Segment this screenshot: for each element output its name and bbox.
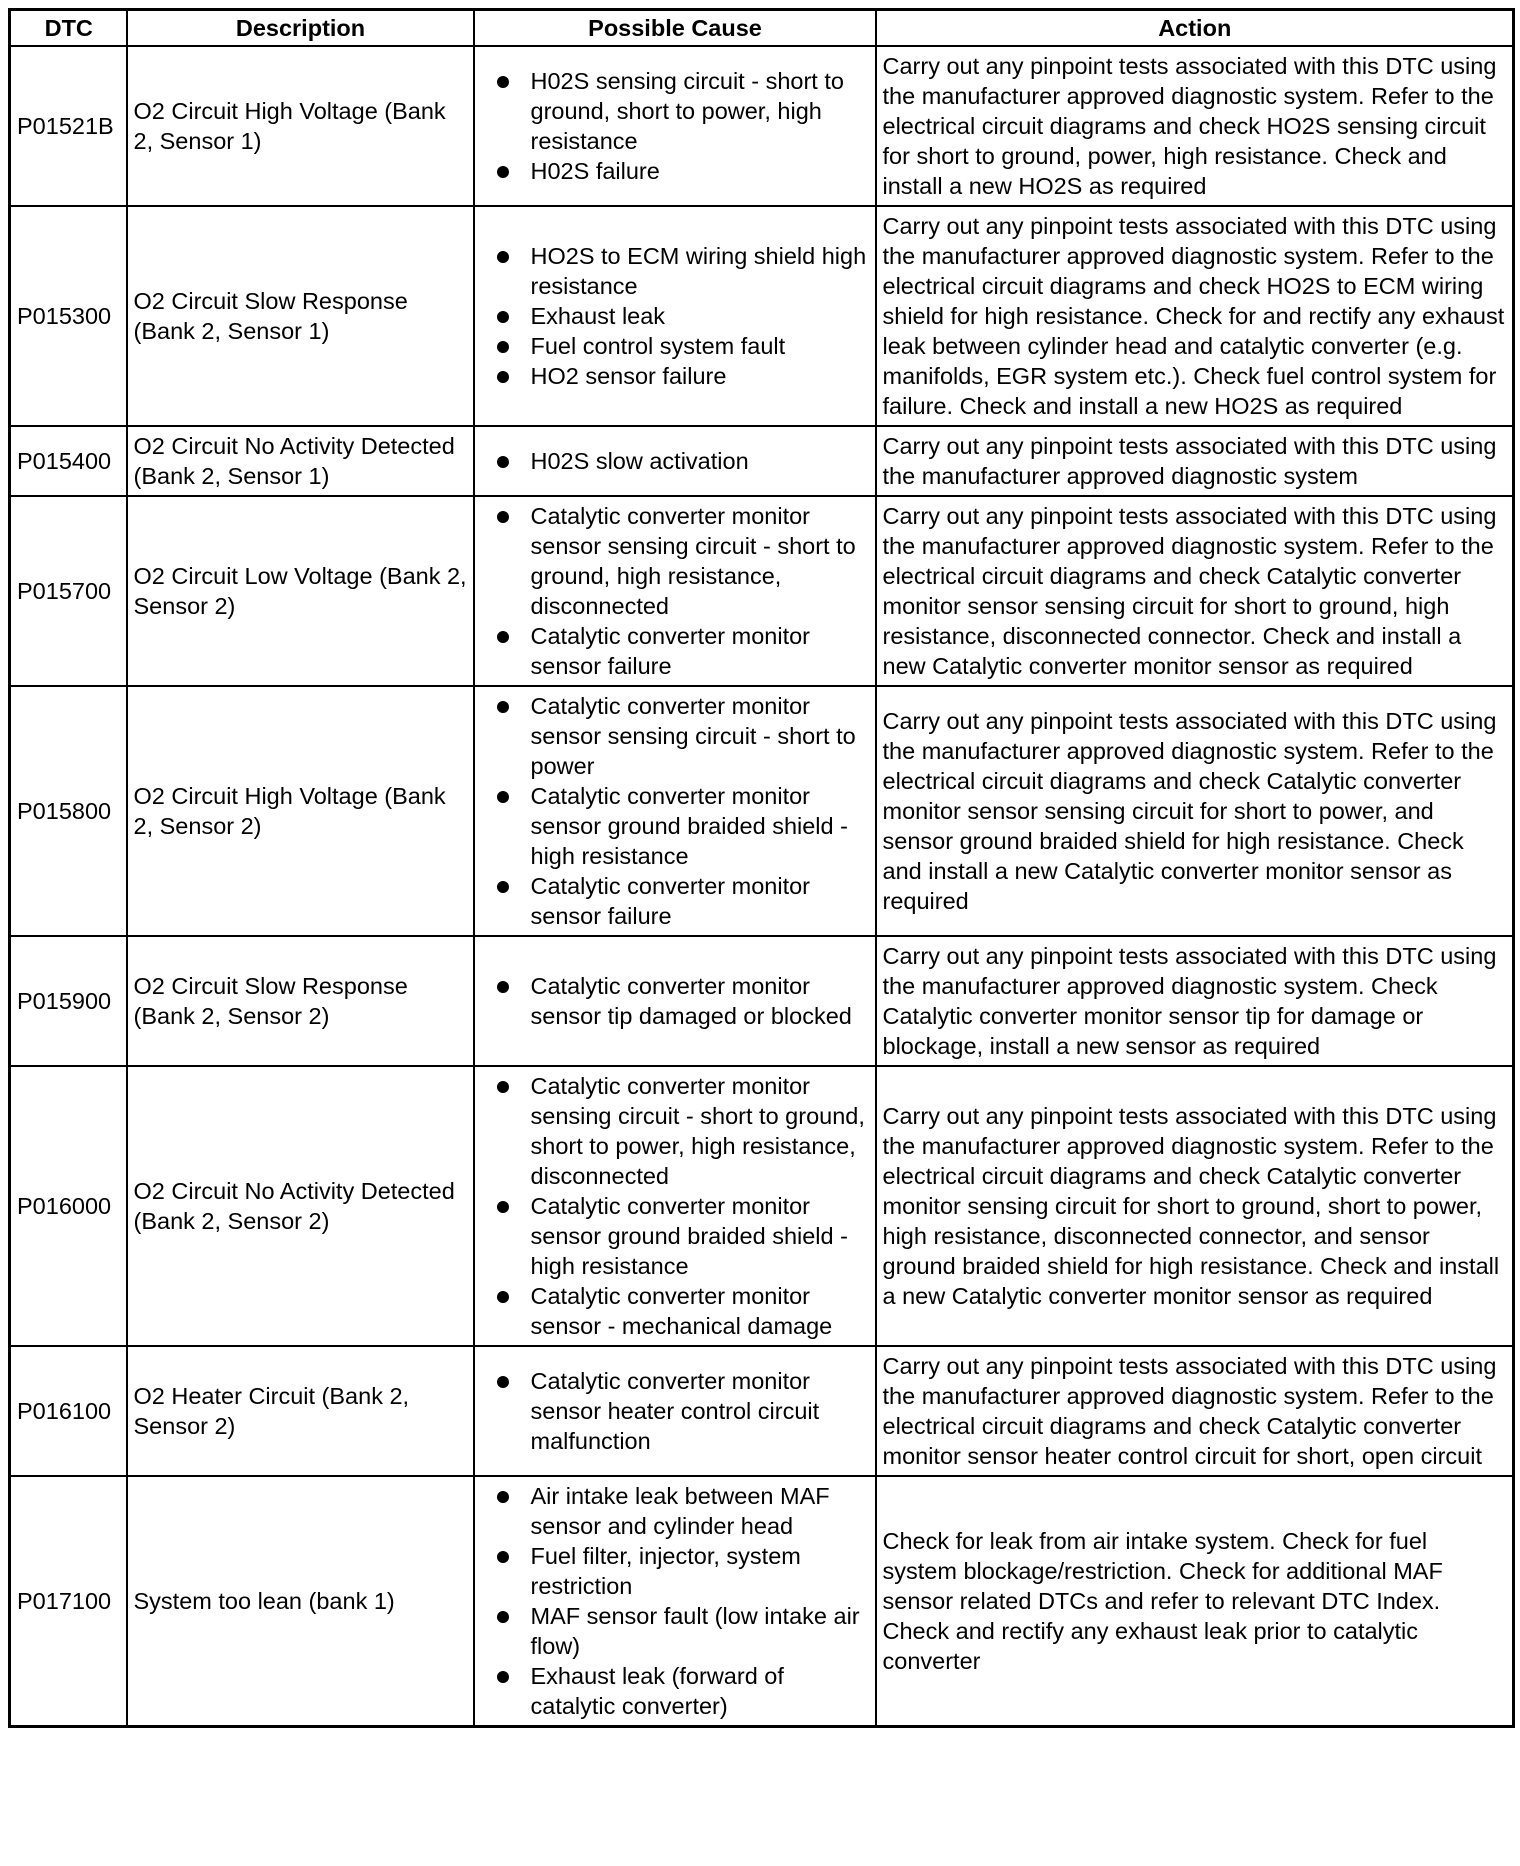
dtc-code: P015900 [10,936,127,1066]
dtc-code: P015800 [10,686,127,936]
action-text: Check for leak from air intake system. Check for fuel system blockage/restriction. Check for additional MAF sensor related DTCs and refer to relevant DTC Index. Check and rectify any exhaust leak prior to catalytic converter [876,1476,1514,1727]
cause-list [481,446,870,476]
table-row [10,1476,1514,1727]
cause-list [481,241,870,391]
cause-list-item: Catalytic converter monitor sensor sensing circuit - short to power [481,691,870,781]
cause-list-item: Catalytic converter monitor sensor failure [481,871,870,931]
cause-list-item: HO2 sensor failure [481,361,870,391]
cause-list-item: H02S slow activation [481,446,870,476]
cause-list-item: Catalytic converter monitor sensor sensing circuit - short to ground, high resistance, disconnected [481,501,870,621]
dtc-description: O2 Circuit No Activity Detected (Bank 2, Sensor 1) [127,426,474,496]
cause-list-item: HO2S to ECM wiring shield high resistance [481,241,870,301]
cause-list-item: Exhaust leak [481,301,870,331]
cause-list [481,691,870,931]
action-text: Carry out any pinpoint tests associated with this DTC using the manufacturer approved diagnostic system [876,426,1514,496]
dtc-description: System too lean (bank 1) [127,1476,474,1727]
dtc-code: P016100 [10,1346,127,1476]
table-row [10,426,1514,496]
cause-list-item: H02S failure [481,156,870,186]
action-text: Carry out any pinpoint tests associated with this DTC using the manufacturer approved diagnostic system. Refer to the electrical circuit diagrams and check HO2S sensing circuit for short to ground, power, high resistance. Check and install a new HO2S as required [876,46,1514,206]
dtc-code: P01521B [10,46,127,206]
possible-cause-cell [474,46,876,206]
action-text: Carry out any pinpoint tests associated with this DTC using the manufacturer approved diagnostic system. Refer to the electrical circuit diagrams and check Catalytic converter monitor sensor sensing circuit for short to ground, high resistance, disconnected connector. Check and install a new Catalytic converter monitor sensor as required [876,496,1514,686]
table-row [10,1066,1514,1346]
cause-list-item: Catalytic converter monitor sensing circuit - short to ground, short to power, high resistance, disconnected [481,1071,870,1191]
possible-cause-cell [474,496,876,686]
dtc-code: P015700 [10,496,127,686]
cause-list-item: Exhaust leak (forward of catalytic converter) [481,1661,870,1721]
cause-list-item: Catalytic converter monitor sensor ground braided shield - high resistance [481,781,870,871]
cause-list-item: MAF sensor fault (low intake air flow) [481,1601,870,1661]
possible-cause-cell [474,426,876,496]
cause-list-item: Catalytic converter monitor sensor ground braided shield - high resistance [481,1191,870,1281]
cause-list-item: Catalytic converter monitor sensor - mechanical damage [481,1281,870,1341]
dtc-description: O2 Circuit High Voltage (Bank 2, Sensor 1) [127,46,474,206]
cause-list-item: H02S sensing circuit - short to ground, short to power, high resistance [481,66,870,156]
possible-cause-cell [474,206,876,426]
header-description: Description [127,10,474,47]
dtc-code: P016000 [10,1066,127,1346]
dtc-code: P015400 [10,426,127,496]
action-text: Carry out any pinpoint tests associated with this DTC using the manufacturer approved diagnostic system. Refer to the electrical circuit diagrams and check Catalytic converter monitor sensing circuit for short to ground, short to power, high resistance, disconnected connector, and sensor ground braided shield for high resistance. Check and install a new Catalytic converter monitor sensor as required [876,1066,1514,1346]
cause-list [481,1481,870,1721]
cause-list-item: Fuel filter, injector, system restriction [481,1541,870,1601]
action-text: Carry out any pinpoint tests associated with this DTC using the manufacturer approved diagnostic system. Refer to the electrical circuit diagrams and check Catalytic converter monitor sensor sensing circuit for short to power, and sensor ground braided shield for high resistance. Check and install a new Catalytic converter monitor sensor as required [876,686,1514,936]
cause-list [481,501,870,681]
header-action: Action [876,10,1514,47]
table-row [10,686,1514,936]
dtc-description: O2 Heater Circuit (Bank 2, Sensor 2) [127,1346,474,1476]
dtc-table [8,8,1515,1728]
cause-list-item: Fuel control system fault [481,331,870,361]
cause-list [481,1366,870,1456]
table-row [10,206,1514,426]
possible-cause-cell [474,1476,876,1727]
dtc-code: P017100 [10,1476,127,1727]
header-dtc: DTC [10,10,127,47]
table-row [10,496,1514,686]
possible-cause-cell [474,936,876,1066]
dtc-description: O2 Circuit No Activity Detected (Bank 2, Sensor 2) [127,1066,474,1346]
action-text: Carry out any pinpoint tests associated with this DTC using the manufacturer approved diagnostic system. Check Catalytic converter monitor sensor tip for damage or blockage, install a new sensor as required [876,936,1514,1066]
cause-list-item: Catalytic converter monitor sensor tip damaged or blocked [481,971,870,1031]
table-body [10,46,1514,1727]
action-text: Carry out any pinpoint tests associated with this DTC using the manufacturer approved diagnostic system. Refer to the electrical circuit diagrams and check Catalytic converter monitor sensor heater control circuit for short, open circuit [876,1346,1514,1476]
possible-cause-cell [474,1066,876,1346]
action-text: Carry out any pinpoint tests associated with this DTC using the manufacturer approved diagnostic system. Refer to the electrical circuit diagrams and check HO2S to ECM wiring shield for high resistance. Check for and rectify any exhaust leak between cylinder head and catalytic converter (e.g. manifolds, EGR system etc.). Check fuel control system for failure. Check and install a new HO2S as required [876,206,1514,426]
cause-list [481,66,870,186]
cause-list [481,1071,870,1341]
cause-list [481,971,870,1031]
table-row [10,936,1514,1066]
dtc-description: O2 Circuit Low Voltage (Bank 2, Sensor 2) [127,496,474,686]
cause-list-item: Catalytic converter monitor sensor failure [481,621,870,681]
table-row [10,46,1514,206]
dtc-description: O2 Circuit High Voltage (Bank 2, Sensor 2) [127,686,474,936]
dtc-code: P015300 [10,206,127,426]
table-header-row [10,10,1514,47]
possible-cause-cell [474,686,876,936]
dtc-description: O2 Circuit Slow Response (Bank 2, Sensor 2) [127,936,474,1066]
table-row [10,1346,1514,1476]
possible-cause-cell [474,1346,876,1476]
cause-list-item: Air intake leak between MAF sensor and cylinder head [481,1481,870,1541]
header-possible-cause: Possible Cause [474,10,876,47]
cause-list-item: Catalytic converter monitor sensor heater control circuit malfunction [481,1366,870,1456]
dtc-description: O2 Circuit Slow Response (Bank 2, Sensor 1) [127,206,474,426]
